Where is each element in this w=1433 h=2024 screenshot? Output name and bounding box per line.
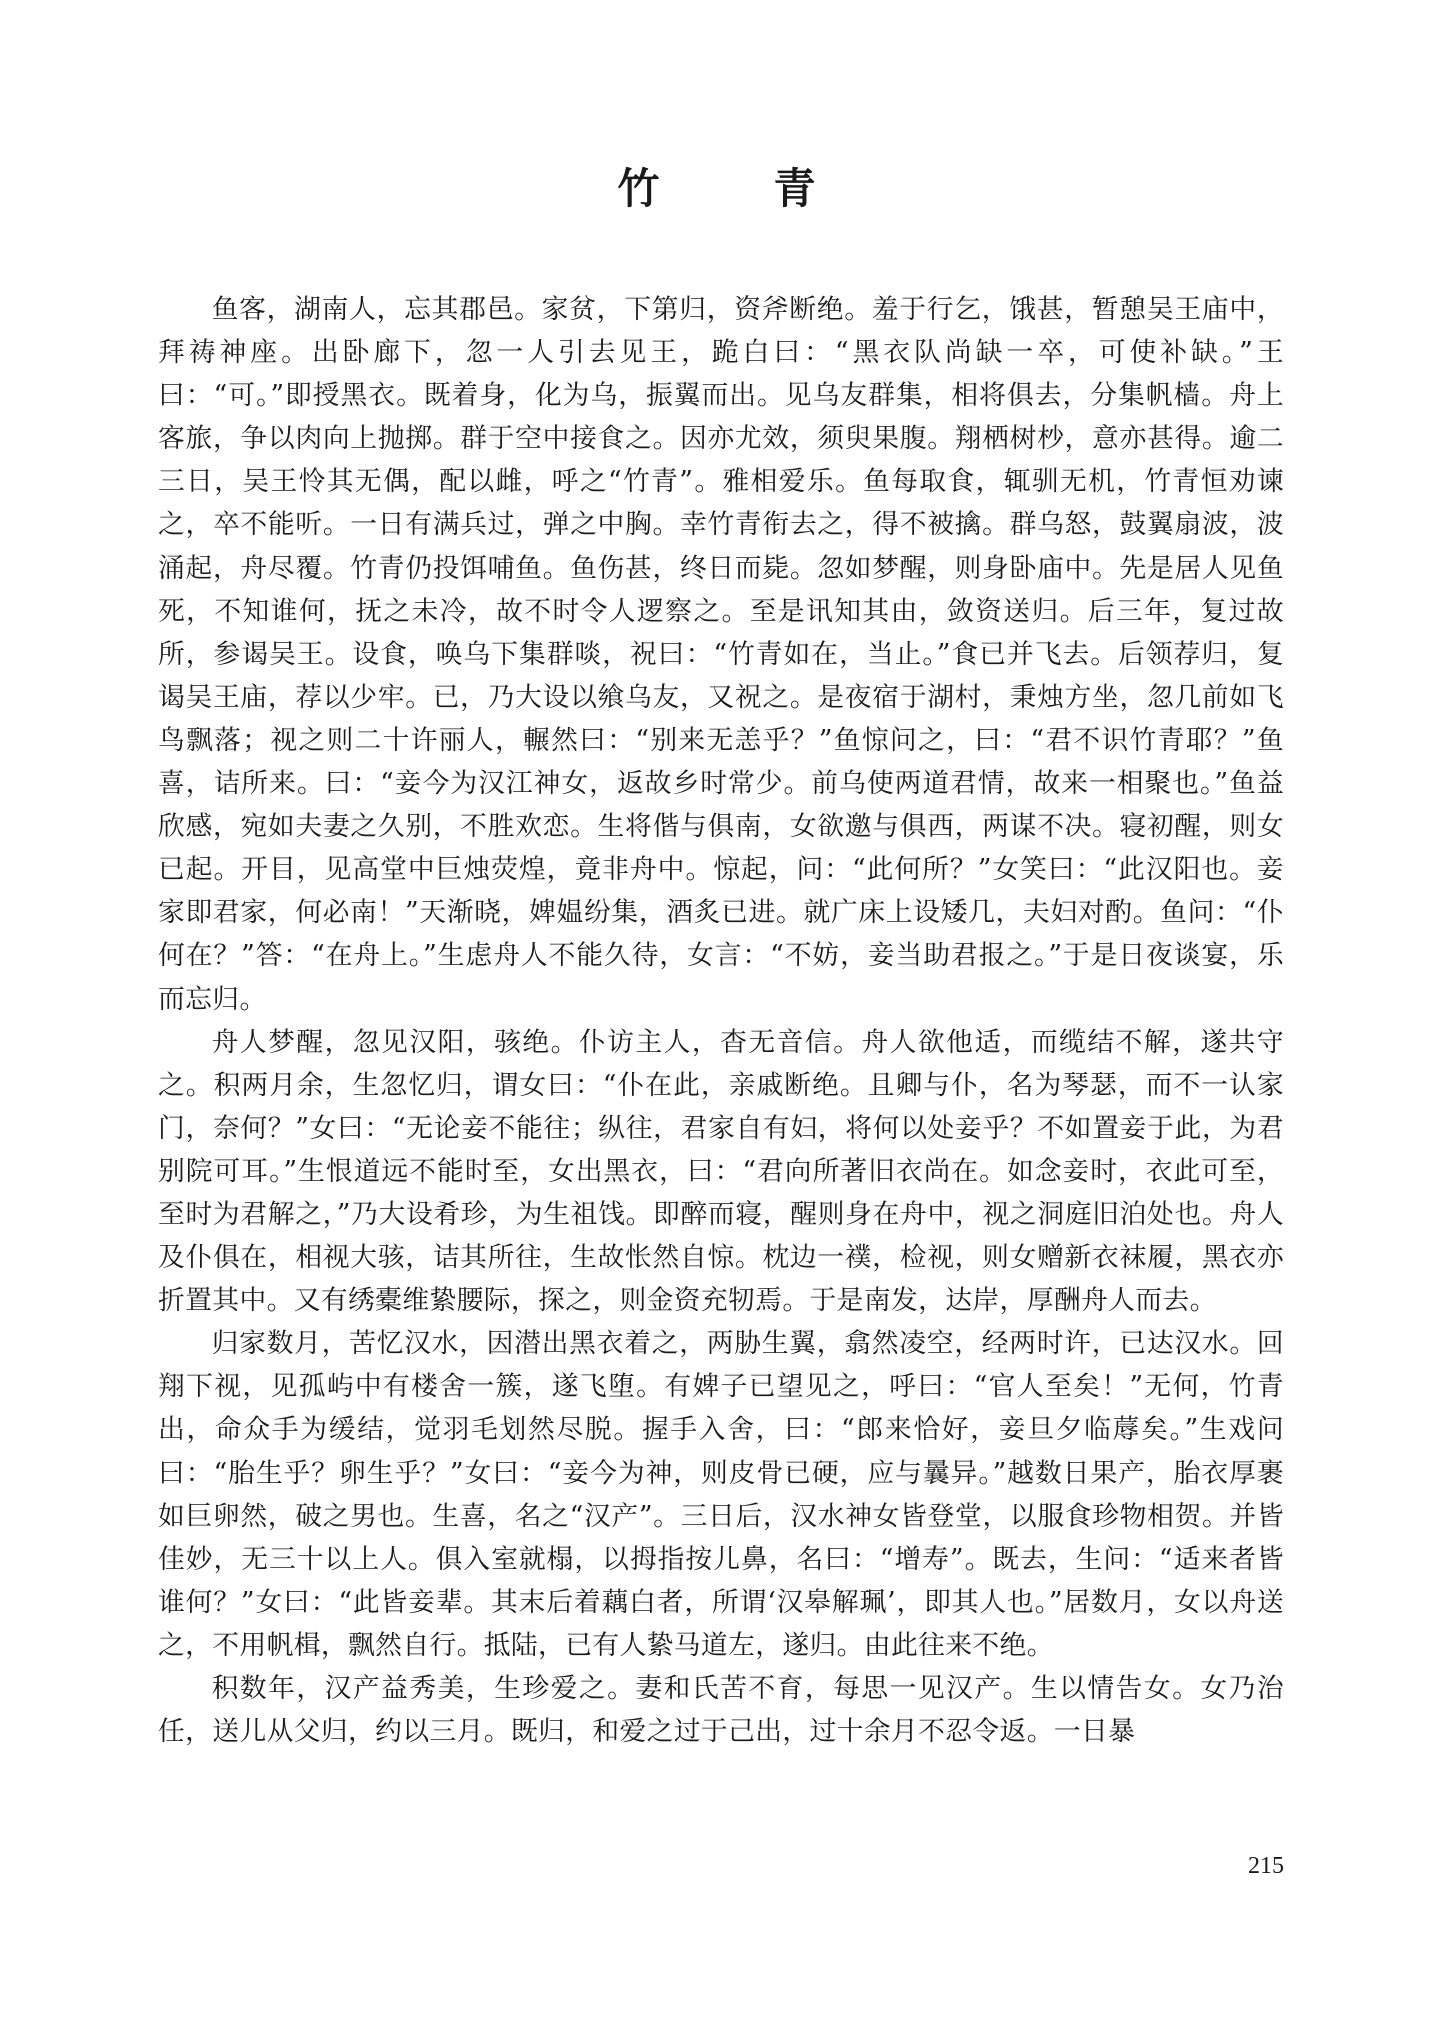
body-text <box>158 288 1284 1753</box>
paragraph-4: 积数年，汉产益秀美，生珍爱之。妻和氏苦不育，每思一见汉产。生以情告女。女乃治任，送儿从父归，约以三月。既归，和爱之过于己出，过十余月不忍令返。一日暴 <box>158 1673 1284 1748</box>
paragraph-1: 鱼客，湖南人，忘其郡邑。家贫，下第归，资斧断绝。羞于行乞，饿甚，暂憩吴王庙中，拜祷神座。出卧廊下，忽一人引去见王，跪白曰：“黑衣队尚缺一卒，可使补缺。”王曰：“可。”即授黑衣。既着身，化为乌，振翼而出。见乌友群集，相将俱去，分集帆樯。舟上客旅，争以肉向上抛掷。群于空中接食之。因亦尤效，须臾果腹。翔栖树杪，意亦甚得。逾二三日，吴王怜其无偶，配以雌，呼之“竹青”。雅相爱乐。鱼每取食，辄驯无机，竹青恒劝谏之，卒不能听。一日有满兵过，弹之中胸。幸竹青衔去之，得不被擒。群乌怒，鼓翼扇波，波涌起，舟尽覆。竹青仍投饵哺鱼。鱼伤甚，终日而毙。忽如梦醒，则身卧庙中。先是居人见鱼死，不知谁何，抚之未冷，故不时令人逻察之。至是讯知其由，敛资送归。后三年，复过故所，参谒吴王。设食，唤乌下集群啖，祝曰：“竹青如在，当止。”食已并飞去。后领荐归，复谒吴王庙，荐以少牢。已，乃大设以飨乌友，又祝之。是夜宿于湖村，秉烛方坐，忽几前如飞鸟飘落；视之则二十许丽人，輾然曰：“别来无恙乎？”鱼惊问之，曰：“君不识竹青耶？”鱼喜，诘所来。曰：“妾今为汉江神女，返故乡时常少。前乌使两道君情，故来一相聚也。”鱼益欣感，宛如夫妻之久别，不胜欢恋。生将偕与俱南，女欲邀与俱西，两谋不决。寝初醒，则女已起。开目，见高堂中巨烛荧煌，竟非舟中。惊起，问：“此何所？”女笑曰：“此汉阳也。妾家即君家，何必南！”天渐晓，婢媪纷集，酒炙已进。就广床上设矮几，夫妇对酌。鱼问：“仆何在？”答：“在舟上。”生虑舟人不能久待，女言：“不妨，妾当助君报之。”于是日夜谈宴，乐而忘归。 <box>158 294 1284 1015</box>
paragraph-3: 归家数月，苦忆汉水，因潜出黑衣着之，两胁生翼，翕然凌空，经两时许，已达汉水。回翔下视，见孤屿中有楼舍一簇，遂飞堕。有婢子已望见之，呼曰：“官人至矣！”无何，竹青出，命众手为缓结，觉羽毛划然尽脱。握手入舍，曰：“郎来恰好，妾旦夕临蓐矣。”生戏问曰：“胎生乎？卵生乎？”女曰：“妾今为神，则皮骨已硬，应与曩异。”越数日果产，胎衣厚裹如巨卵然，破之男也。生喜，名之“汉产”。三日后，汉水神女皆登堂，以服食珍物相贺。并皆佳妙，无三十以上人。俱入室就榻，以拇指按儿鼻，名曰：“增寿”。既去，生问：“适来者皆谁何？”女曰：“此皆妾辈。其末后着藕白者，所谓‘汉皋解珮’，即其人也。”居数月，女以舟送之，不用帆楫，飘然自行。抵陆，已有人絷马道左，遂归。由此往来不绝。 <box>158 1328 1284 1661</box>
paragraph-2: 舟人梦醒，忽见汉阳，骇绝。仆访主人，杳无音信。舟人欲他适，而缆结不解，遂共守之。积两月余，生忽忆归，谓女曰：“仆在此，亲戚断绝。且卿与仆，名为琴瑟，而不一认家门，奈何？”女曰：“无论妾不能往；纵往，君家自有妇，将何以处妾乎？不如置妾于此，为君别院可耳。”生恨道远不能时至，女出黑衣，曰：“君向所著旧衣尚在。如念妾时，衣此可至，至时为君解之，”乃大设肴珍，为生祖饯。即醉而寝，醒则身在舟中，视之洞庭旧泊处也。舟人及仆俱在，相视大骇，诘其所往，生故怅然自惊。枕边一襆，检视，则女赠新衣袜履，黑衣亦折置其中。又有绣橐维絷腰际，探之，则金资充牣焉。于是南发，达岸，厚酬舟人而去。 <box>158 1026 1284 1317</box>
page-title: 竹 青 <box>617 164 852 213</box>
page-number: 215 <box>1248 1853 1284 1879</box>
